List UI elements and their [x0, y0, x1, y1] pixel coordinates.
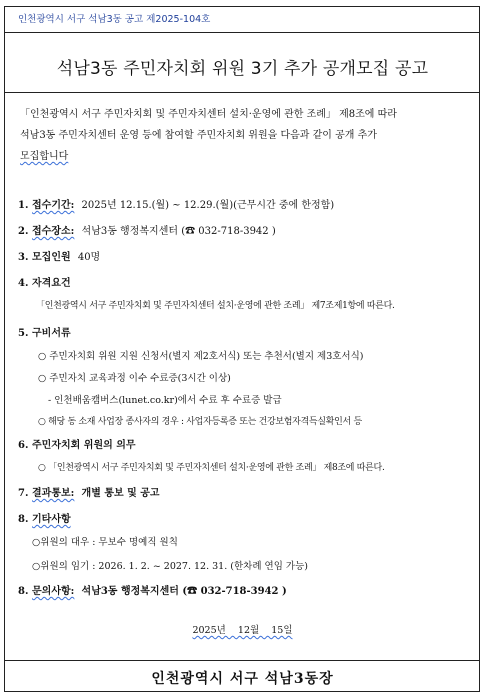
announcement-date [0, 622, 485, 636]
duties-detail: ○ 「인천광역시 서구 주민자치회 및 주민자치센터 설치·운영에 관한 조례」 제8조에 따른다. [38, 463, 385, 473]
section-label: 모집인원 [32, 252, 71, 263]
section-documents [18, 324, 71, 339]
qualification-detail: 「인천광역시 서구 주민자치회 및 주민자치센터 설치·운영에 관한 조례」 제7조제1항에 따른다. [36, 301, 395, 311]
section-label: 결과통보: [32, 488, 75, 499]
document-number: 인천광역시 서구 석남3동 공고 제2025-104호 [18, 14, 211, 25]
top-divider [4, 32, 480, 33]
date-text: 2025년 12월 15일 [192, 625, 293, 636]
section-label: 기타사항 [32, 514, 71, 525]
section-place [18, 222, 276, 237]
section-label: 문의사항: [32, 586, 75, 597]
section-number: 5. [18, 328, 29, 339]
section-result [18, 484, 160, 499]
other-item: ○위원의 임기 : 2026. 1. 2. ~ 2027. 12. 31. (한차례 연임 가능) [32, 561, 308, 572]
section-number: 8. [18, 514, 29, 525]
section-number: 1. [18, 200, 29, 211]
section-value: 40명 [77, 252, 101, 263]
intro-paragraph [20, 104, 470, 167]
section-label: 접수장소: [32, 226, 75, 237]
section-number: 3. [18, 252, 29, 263]
section-other [18, 510, 71, 525]
section-value: 석남3동 행정복지센터 (☎ 032-718-3942 ) [81, 226, 276, 237]
section-number: 6. [18, 440, 29, 451]
title-divider [4, 92, 480, 93]
section-number: 8. [18, 586, 29, 597]
intro-line-1: 「인천광역시 서구 주민자치회 및 주민자치센터 설치·운영에 관한 조례」 제8조에 따라 [20, 109, 397, 120]
intro-line-2: 석남3동 주민자치센터 운영 등에 참여할 주민자치회 위원을 다음과 같이 공개 추가 [20, 130, 377, 141]
section-duties [18, 436, 136, 451]
section-number: 4. [18, 278, 29, 289]
section-label: 구비서류 [32, 328, 71, 339]
document-item: ○ 주민자치회 위원 지원 신청서(별지 제2호서식) 또는 추천서(별지 제3호서식) [38, 351, 364, 362]
section-qualification [18, 274, 71, 289]
section-value: 석남3동 행정복지센터 (☎ 032-718-3942 ) [81, 586, 287, 597]
section-period [18, 196, 334, 211]
section-recruit-count [18, 248, 100, 263]
footer-divider [4, 660, 480, 661]
section-number: 2. [18, 226, 29, 237]
intro-line-3: 모집합니다 [20, 151, 69, 162]
section-number: 7. [18, 488, 29, 499]
section-label: 자격요건 [32, 278, 71, 289]
section-value: 2025년 12.15.(월) ~ 12.29.(월)(근무시간 중에 한정함) [81, 200, 335, 211]
issuer-name: 인천광역시 서구 석남3동장 [151, 671, 334, 687]
section-inquiry [18, 582, 287, 597]
other-item: ○위원의 대우 : 무보수 명예직 원칙 [32, 537, 178, 548]
document-subitem: - 인천배움캠버스(lunet.co.kr)에서 수료 후 수료증 발급 [48, 395, 282, 406]
page-title: 석남3동 주민자치회 위원 3기 추가 공개모집 공고 [56, 59, 429, 79]
document-item: ○ 해당 동 소재 사업장 종사자의 경우 : 사업자등록증 또는 건강보험자격득실확인서 등 [38, 417, 362, 427]
section-value: 개별 통보 및 공고 [81, 488, 160, 499]
section-label: 접수기간: [32, 200, 75, 211]
section-label: 주민자치회 위원의 의무 [32, 440, 136, 451]
document-item: ○ 주민자치 교육과정 이수 수료증(3시간 이상) [38, 373, 231, 384]
